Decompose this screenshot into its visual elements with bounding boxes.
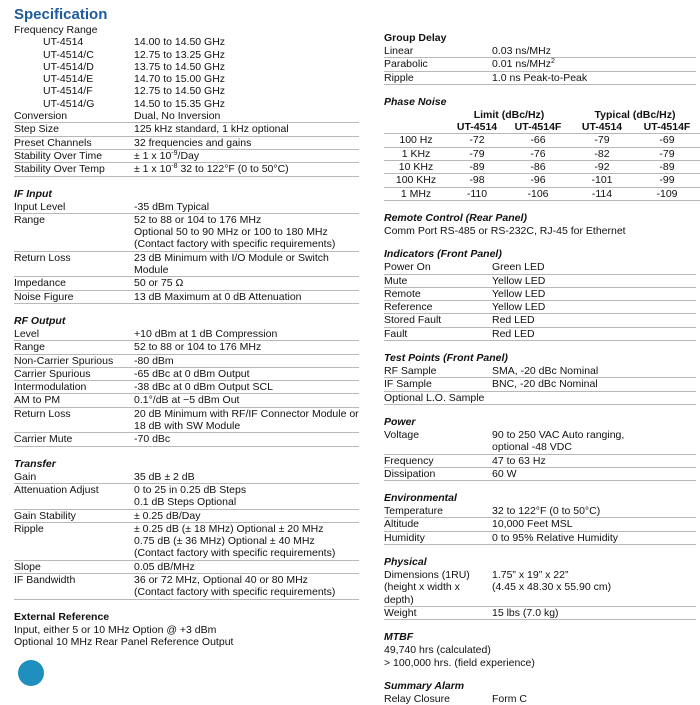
spec-label: Gain Stability (14, 509, 76, 522)
spec-value: 15 lbs (7.0 kg) (492, 606, 559, 619)
table-cell: -86 (506, 161, 570, 174)
spec-row (384, 569, 696, 607)
spec-label: Parabolic (384, 58, 428, 71)
spec-label: Power On (384, 261, 431, 274)
spec-row (14, 24, 359, 36)
spec-label: Stability Over Time (14, 149, 103, 162)
spec-value: 36 or 72 MHz, Optional 40 or 80 MHz (Contact factory with specific requirements) (134, 573, 336, 599)
spec-value: Yellow LED (492, 301, 546, 314)
table-cell: -92 (570, 161, 634, 174)
spec-label: Non-Carrier Spurious (14, 354, 114, 367)
spec-value: -70 dBc (134, 433, 171, 446)
spec-row (384, 288, 696, 301)
table-cell: -79 (634, 147, 700, 160)
section-group-delay (384, 32, 696, 85)
spec-value: 20 dB Minimum with RF/IF Connector Module or 18 dB with SW Module (134, 407, 359, 433)
spec-value: -65 dBc at 0 dBm Output (134, 367, 250, 380)
spec-row (384, 58, 696, 71)
spec-value: 14.50 to 15.35 GHz (134, 97, 226, 110)
spec-value (492, 392, 696, 404)
text-line: Input, either 5 or 10 MHz Option @ +3 dBm (14, 623, 217, 636)
spec-label: Step Size (14, 123, 59, 136)
spec-value: Green LED (492, 261, 545, 274)
section-power (384, 416, 696, 481)
spec-row (14, 61, 359, 73)
section-title: Summary Alarm (384, 679, 465, 692)
spec-label: Altitude (384, 518, 420, 531)
spec-label: Remote (384, 287, 421, 300)
page-title: Specification (14, 6, 108, 23)
spec-row (14, 341, 359, 354)
spec-label: Level (14, 327, 40, 340)
spec-row (14, 368, 359, 381)
section-mtbf (384, 631, 696, 669)
spec-value: +10 dBm at 1 dB Compression (134, 327, 278, 340)
spec-value: 32 to 122°F (0 to 50°C) (492, 505, 601, 518)
spec-row (14, 471, 359, 484)
spec-row (384, 261, 696, 274)
spec-label: Optional L.O. Sample (384, 391, 485, 404)
phase-noise-table (384, 109, 700, 201)
spec-value: Red LED (492, 327, 535, 340)
spec-label: IF Bandwidth (14, 573, 76, 586)
table-cell: UT-4514 (570, 121, 634, 134)
table-cell: UT-4514 (448, 121, 506, 134)
section-phase-noise (384, 96, 696, 201)
table-cell: -79 (448, 147, 506, 160)
section-title: IF Input (14, 187, 52, 200)
spec-row (14, 355, 359, 368)
spec-value: BNC, -20 dBc Nominal (492, 378, 598, 391)
spec-row (384, 301, 696, 314)
spec-value: 12.75 to 13.25 GHz (134, 48, 226, 61)
spec-label: Reference (384, 301, 433, 314)
table-cell: -101 (570, 174, 634, 187)
spec-label: Stored Fault (384, 314, 442, 327)
spec-row (14, 291, 359, 304)
spec-row (384, 429, 696, 455)
table-cell: -99 (634, 174, 700, 187)
spec-label: Ripple (384, 71, 414, 84)
spec-label: Range (14, 213, 45, 226)
spec-value: ± 1 x $10^{-9}$/Day (134, 149, 200, 162)
spec-value: 0.01 ns/MHz$^2$ (492, 58, 555, 71)
spec-row (14, 523, 359, 561)
spec-value: 14.70 to 15.00 GHz (134, 73, 226, 86)
table-cell: -89 (634, 161, 700, 174)
spec-value: Form C (492, 692, 527, 705)
section-title: Indicators (Front Panel) (384, 248, 502, 261)
spec-row (14, 201, 359, 214)
spec-value: 1.75” x 19” x 22” (4.45 x 48.30 x 55.90 cm) (492, 569, 612, 594)
spec-label: IF Sample (384, 378, 432, 391)
spec-label: Conversion (14, 110, 68, 123)
spec-row (14, 98, 359, 110)
spec-value: 60 W (492, 467, 517, 480)
spec-row (14, 123, 359, 136)
spec-value: 35 dB ± 2 dB (134, 470, 195, 483)
spec-row (384, 275, 696, 288)
spec-value: -80 dBm (134, 354, 174, 367)
table-cell: -66 (506, 134, 570, 147)
spec-value: 13.75 to 14.50 GHz (134, 60, 226, 73)
spec-label: UT-4514/E (43, 73, 94, 86)
text-line: Optional 10 MHz Rear Panel Reference Output (14, 635, 234, 648)
table-cell: Typical (dBc/Hz) (594, 108, 676, 121)
table-cell: -69 (634, 134, 700, 147)
spec-value: Yellow LED (492, 274, 546, 287)
table-cell: -82 (570, 147, 634, 160)
table-cell: -106 (506, 187, 570, 200)
spec-label: RF Sample (384, 365, 437, 378)
spec-row (384, 45, 696, 58)
section-external-reference (14, 611, 359, 649)
spec-value: 32 frequencies and gains (134, 136, 252, 149)
spec-label: Weight (384, 606, 417, 619)
section-lines (384, 644, 696, 669)
spec-label: Mute (384, 274, 408, 287)
text-line: Comm Port RS-485 or RS-232C, RJ-45 for Ethernet (384, 224, 626, 237)
table-cell: -110 (448, 187, 506, 200)
spec-label: Return Loss (14, 251, 71, 264)
spec-row (384, 505, 696, 518)
spec-label: UT-4514/D (43, 60, 94, 73)
table-cell: -72 (448, 134, 506, 147)
spec-label: Humidity (384, 531, 425, 544)
table-cell: UT-4514F (634, 121, 700, 134)
spec-label: UT-4514/C (43, 48, 94, 61)
spec-row (14, 510, 359, 523)
table-cell: -76 (506, 147, 570, 160)
table-cell: -96 (506, 174, 570, 187)
spec-row (14, 73, 359, 85)
spec-label: Intermodulation (14, 381, 87, 394)
spec-value: 0.1°/dB at −5 dBm Out (134, 394, 240, 407)
spec-row (14, 408, 359, 434)
table-cell: -109 (634, 187, 700, 200)
spec-row (384, 693, 696, 705)
text-line: 49,740 hrs (calculated) (384, 644, 491, 657)
spec-value: ± 0.25 dB/Day (134, 509, 201, 522)
group-delay-rows (384, 45, 696, 85)
section-lines (384, 225, 696, 237)
spec-value: ± 0.25 dB (± 18 MHz) Optional ± 20 MHz 0.75 dB (± 36 MHz) Optional ± 40 MHz (Contact factory with specific requirements) (134, 522, 336, 560)
spec-row (14, 137, 359, 150)
spec-row (14, 381, 359, 394)
spec-row (14, 277, 359, 290)
spec-row (14, 433, 359, 446)
spec-value: -38 dBc at 0 dBm Output SCL (134, 381, 273, 394)
spec-label: Voltage (384, 428, 420, 441)
spec-value (134, 24, 359, 36)
table-cell: 100 Hz (384, 134, 448, 147)
spec-row (384, 518, 696, 531)
spec-label: Stability Over Temp (14, 163, 105, 176)
spec-label: Frequency Range (14, 24, 98, 36)
spec-value: 10,000 Feet MSL (492, 518, 573, 531)
table-row (384, 187, 700, 200)
table-cell: 10 KHz (384, 161, 448, 174)
table-cell (384, 109, 448, 121)
section-title: Environmental (384, 492, 457, 505)
spec-value: 52 to 88 or 104 to 176 MHz Optional 50 to 90 MHz or 100 to 180 MHz (Contact factory with specific requirements) (134, 213, 336, 251)
spec-value: 50 or 75 Ω (134, 277, 184, 290)
spec-row (14, 484, 359, 510)
section-title: Group Delay (384, 32, 447, 44)
spec-label: Impedance (14, 277, 66, 290)
spec-value: 0 to 95% Relative Humidity (492, 531, 619, 544)
spec-label: Gain (14, 470, 37, 483)
section-title: External Reference (14, 610, 110, 623)
spec-value: 23 dB Minimum with I/O Module or Switch Module (134, 251, 329, 277)
spec-row-stability-time (14, 150, 359, 163)
spec-value: Yellow LED (492, 287, 546, 300)
spec-value: Dual, No Inversion (134, 110, 221, 123)
table-header-row (384, 121, 700, 134)
spec-row (384, 328, 696, 341)
spec-label: Input Level (14, 200, 66, 213)
spec-label: Ripple (14, 522, 44, 535)
spec-value: 0 to 25 in 0.25 dB Steps 0.1 dB Steps Optional (134, 483, 247, 509)
table-row (384, 147, 700, 160)
section-title: Phase Noise (384, 95, 447, 108)
spec-label: Dimensions (1RU) (height x width x depth) (384, 569, 470, 606)
spec-row (384, 532, 696, 545)
spec-label: Preset Channels (14, 136, 92, 149)
right-column (384, 32, 696, 705)
spec-label: Frequency (384, 454, 434, 467)
spec-label: Slope (14, 560, 41, 573)
section-test-points (384, 352, 696, 405)
table-row (384, 161, 700, 174)
spec-label: AM to PM (14, 394, 61, 407)
spec-row (384, 455, 696, 468)
section-if-input (14, 188, 359, 304)
spec-value: -35 dBm Typical (134, 200, 210, 213)
spec-label: Dissipation (384, 467, 436, 480)
spec-label: Range (14, 341, 45, 354)
spec-value: 90 to 250 VAC Auto ranging, optional -48 VDC (492, 428, 625, 454)
table-cell: -89 (448, 161, 506, 174)
spec-label: Carrier Mute (14, 433, 73, 446)
section-title: Transfer (14, 457, 56, 470)
spec-value: SMA, -20 dBc Nominal (492, 365, 599, 378)
table-cell: 1 MHz (384, 187, 448, 200)
spec-label: Attenuation Adjust (14, 483, 99, 496)
spec-row (14, 574, 359, 600)
section-title: Physical (384, 556, 427, 569)
section-lines (14, 624, 359, 649)
spec-label: Noise Figure (14, 290, 74, 303)
spec-value: 47 to 63 Hz (492, 454, 546, 467)
spec-row (384, 72, 696, 85)
spec-value: 1.0 ns Peak-to-Peak (492, 71, 588, 84)
spec-row (384, 314, 696, 327)
spec-label: UT-4514/F (43, 85, 93, 98)
table-group-header (384, 109, 700, 121)
spec-row-stability-temp (14, 163, 359, 176)
spec-value: 13 dB Maximum at 0 dB Attenuation (134, 290, 302, 303)
table-cell: UT-4514F (506, 121, 570, 134)
spec-row (384, 365, 696, 378)
spec-value: 14.00 to 14.50 GHz (134, 36, 226, 49)
spec-row (14, 49, 359, 61)
table-cell: -79 (570, 134, 634, 147)
section-title: Test Points (Front Panel) (384, 352, 508, 365)
table-row (384, 174, 700, 187)
spec-label: Temperature (384, 505, 443, 518)
section-title: RF Output (14, 314, 66, 327)
text-line: > 100,000 hrs. (field experience) (384, 656, 535, 669)
section-physical (384, 556, 696, 620)
spec-value: 12.75 to 14.50 GHz (134, 85, 226, 98)
left-column (14, 24, 359, 648)
table-cell: -114 (570, 187, 634, 200)
spec-label: Carrier Spurious (14, 367, 91, 380)
spec-row (384, 607, 696, 620)
spec-row (14, 110, 359, 123)
spec-row (384, 468, 696, 481)
section-rf-output (14, 315, 359, 447)
table-cell: -98 (448, 174, 506, 187)
spec-row (384, 378, 696, 391)
spec-row (14, 561, 359, 574)
spec-label: Relay Closure (384, 692, 450, 705)
table-row (384, 134, 700, 147)
section-summary-alarm (384, 680, 696, 705)
table-cell: 1 KHz (384, 147, 448, 160)
spec-row (14, 394, 359, 407)
spec-label: Fault (384, 327, 408, 340)
section-title: Power (384, 415, 416, 428)
general-specs (14, 24, 359, 150)
table-cell (384, 121, 448, 134)
logo-icon (18, 660, 44, 686)
section-environmental (384, 492, 696, 545)
spec-value: ± 1 x $10^{-8}$ 32 to 122°F (0 to 50°C) (134, 163, 289, 176)
spec-value: 125 kHz standard, 1 kHz optional (134, 123, 289, 136)
spec-value: 0.05 dB/MHz (134, 560, 195, 573)
spec-value: 0.03 ns/MHz (492, 45, 551, 57)
spec-row (14, 252, 359, 278)
spec-label: Return Loss (14, 407, 71, 420)
table-cell: Limit (dBc/Hz) (473, 108, 545, 121)
section-title: MTBF (384, 631, 414, 644)
spec-row (384, 392, 696, 405)
spec-row (14, 85, 359, 97)
spec-label: UT-4514/G (43, 97, 95, 110)
spec-value: Red LED (492, 314, 535, 327)
section-indicators (384, 248, 696, 341)
spec-row (14, 328, 359, 341)
spec-value: 52 to 88 or 104 to 176 MHz (134, 341, 262, 354)
section-title: Remote Control (Rear Panel) (384, 211, 527, 224)
section-remote-control (384, 212, 696, 237)
table-cell: 100 KHz (384, 174, 448, 187)
section-transfer (14, 458, 359, 600)
spec-label: Linear (384, 45, 414, 57)
spec-row (14, 36, 359, 48)
spec-label: UT-4514 (43, 36, 84, 49)
spec-row (14, 214, 359, 252)
